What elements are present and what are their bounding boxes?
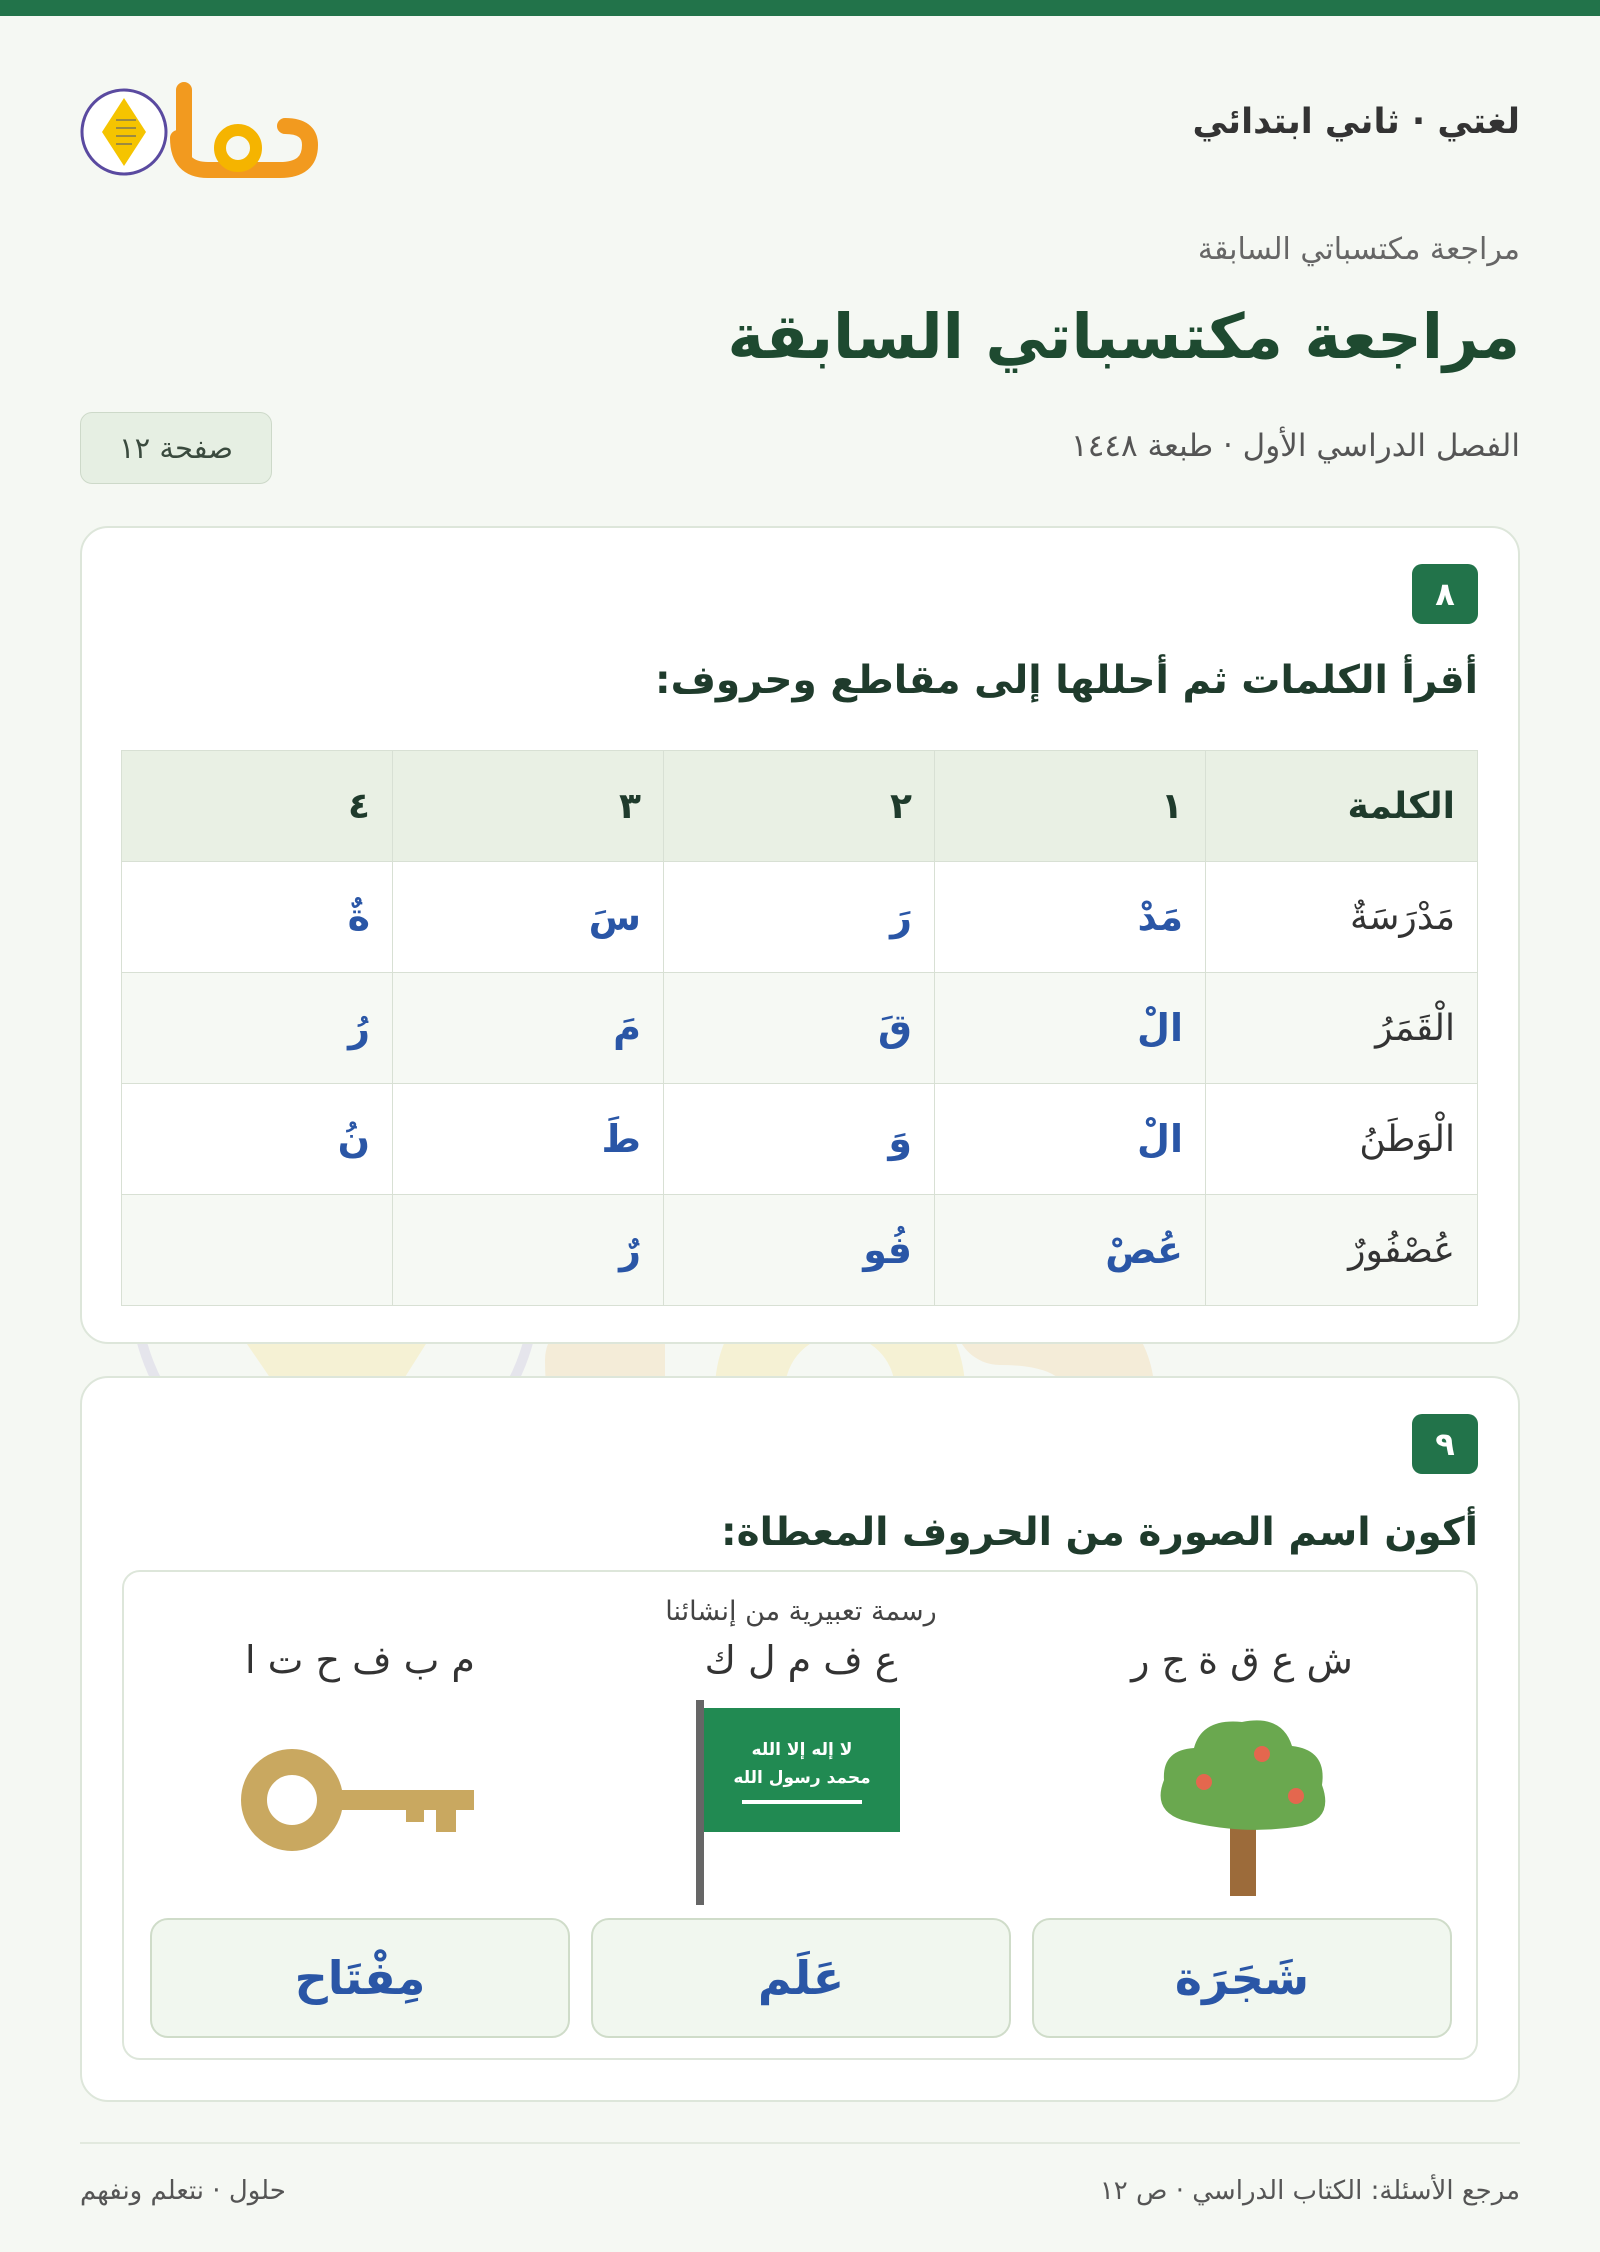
syllable-cell: الْ: [935, 1084, 1206, 1195]
picture-words-panel: [122, 1570, 1478, 2060]
page-number-badge: صفحة ١٢: [80, 412, 272, 484]
subject-label: لغتي · ثاني ابتدائي: [1192, 102, 1520, 142]
brand-logo: [80, 60, 380, 200]
syllable-cell: طَ: [393, 1084, 664, 1195]
page-title: مراجعة مكتسباتي السابقة: [727, 300, 1520, 373]
picture-item-tree: [1032, 1572, 1452, 2062]
column-header: ٢: [664, 751, 935, 862]
question-text: أقرأ الكلمات ثم أحللها إلى مقاطع وحروف:: [655, 658, 1478, 703]
answer-box[interactable]: شَجَرَة: [1032, 1918, 1452, 2038]
syllable-cell: ةٌ: [122, 862, 393, 973]
question-number-badge: ٩: [1412, 1414, 1478, 1474]
flag-text-line1: لا إله إلا الله: [751, 1740, 853, 1760]
top-accent-bar: [0, 0, 1600, 16]
question-number-badge: ٨: [1412, 564, 1478, 624]
table-row: [122, 1195, 1478, 1306]
word-cell: مَدْرَسَةٌ: [1206, 862, 1478, 973]
semester-info: الفصل الدراسي الأول · طبعة ١٤٤٨: [1071, 428, 1520, 464]
syllable-cell: سَ: [393, 862, 664, 973]
flag-icon: [696, 1700, 906, 1905]
footer-tagline: حلول · نتعلم ونفهم: [80, 2176, 286, 2206]
footer-divider: [80, 2142, 1520, 2144]
syllable-cell: مَدْ: [935, 862, 1206, 973]
syllable-cell: فُو: [664, 1195, 935, 1306]
syllable-cell: وَ: [664, 1084, 935, 1195]
syllable-cell: قَ: [664, 973, 935, 1084]
word-cell: عُصْفُورٌ: [1206, 1195, 1478, 1306]
image-caption: رسمة تعبيرية من إنشائنا: [665, 1596, 937, 1627]
tree-icon: [1142, 1700, 1342, 1900]
column-header: ١: [935, 751, 1206, 862]
key-icon: [240, 1700, 480, 1900]
logo-icon: [80, 60, 380, 200]
question-text: أكون اسم الصورة من الحروف المعطاة:: [721, 1510, 1478, 1555]
column-header: ٣: [393, 751, 664, 862]
syllables-table: [121, 750, 1478, 1306]
column-header: الكلمة: [1206, 751, 1478, 862]
syllable-cell: الْ: [935, 973, 1206, 1084]
given-letters: م ب ف ح ت ا: [245, 1638, 475, 1682]
given-letters: ع ف م ل ك: [704, 1638, 898, 1682]
picture-item-key: [150, 1572, 570, 2062]
syllable-cell: مَ: [393, 973, 664, 1084]
syllable-cell: رٌ: [393, 1195, 664, 1306]
word-cell: الْوَطَنُ: [1206, 1084, 1478, 1195]
word-cell: الْقَمَرُ: [1206, 973, 1478, 1084]
syllable-cell: نُ: [122, 1084, 393, 1195]
page-header: [80, 60, 1520, 200]
breadcrumb[interactable]: مراجعة مكتسباتي السابقة: [1197, 232, 1520, 267]
question-card-9: [80, 1376, 1520, 2102]
table-header-row: [122, 751, 1478, 862]
table-row: [122, 973, 1478, 1084]
syllable-cell: [122, 1195, 393, 1306]
table-row: [122, 1084, 1478, 1195]
column-header: ٤: [122, 751, 393, 862]
table-row: [122, 862, 1478, 973]
syllable-cell: عُصْ: [935, 1195, 1206, 1306]
flag-text-line2: محمد رسول الله: [733, 1768, 871, 1788]
given-letters: ش ع ق ة ج ر: [1131, 1638, 1353, 1682]
answer-box[interactable]: عَلَم: [591, 1918, 1011, 2038]
answer-box[interactable]: مِفْتَاح: [150, 1918, 570, 2038]
question-card-8: [80, 526, 1520, 1344]
syllable-cell: رَ: [664, 862, 935, 973]
picture-item-flag: [591, 1572, 1011, 2062]
footer-reference: مرجع الأسئلة: الكتاب الدراسي · ص ١٢: [1099, 2176, 1520, 2206]
syllable-cell: رُ: [122, 973, 393, 1084]
